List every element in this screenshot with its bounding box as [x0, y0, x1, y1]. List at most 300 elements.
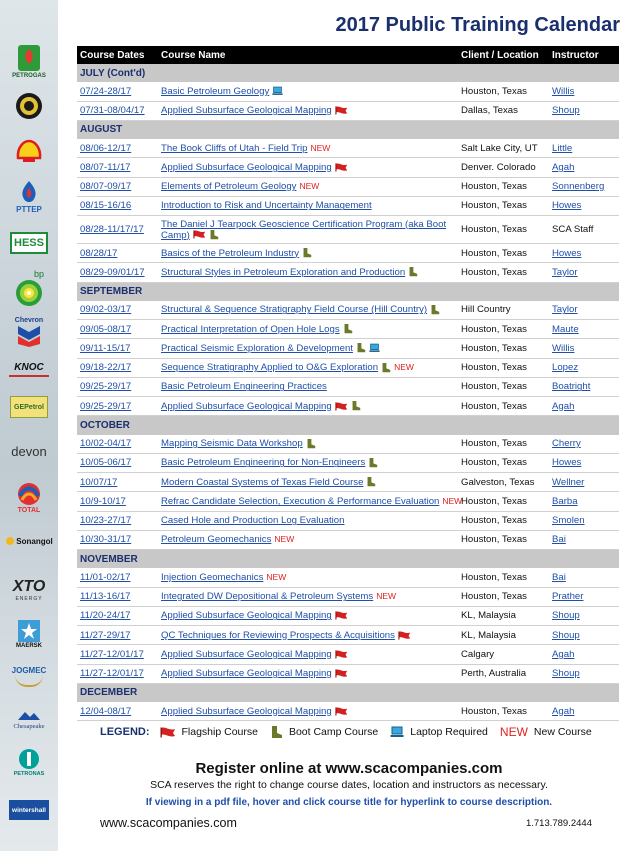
- instructor-cell: [549, 196, 619, 215]
- total-logo: TOTAL: [4, 482, 54, 514]
- column-header-location: Client / Location: [458, 46, 549, 64]
- dates-cell: [77, 587, 158, 606]
- column-header-course: Course Name: [158, 46, 458, 64]
- course-dates-link[interactable]: 11/27-12/01/17: [80, 668, 144, 680]
- location-cell: Houston, Texas: [458, 263, 549, 282]
- course-dates-link[interactable]: 11/13-16/17: [80, 591, 131, 603]
- footer-phone: 1.713.789.2444: [525, 818, 592, 829]
- month-label: JULY (Cont'd): [77, 64, 619, 82]
- chevron-logo: Chevron: [4, 316, 54, 348]
- page-title: 2017 Public Training Calendar: [335, 14, 620, 36]
- course-title-link[interactable]: Structural & Sequence Stratigraphy Field Course (Hill Country): [161, 304, 428, 316]
- course-dates-link[interactable]: 10/05-06/17: [80, 457, 132, 469]
- course-cell: [158, 568, 458, 587]
- table-row: [77, 158, 619, 177]
- course-title-link[interactable]: Practical Seismic Exploration & Development: [161, 342, 353, 354]
- dates-cell: [77, 244, 158, 263]
- month-header-row: [77, 550, 619, 569]
- instructor-link[interactable]: Taylor: [552, 266, 578, 278]
- course-title-link[interactable]: The Book Cliffs of Utah - Field Trip: [161, 142, 308, 154]
- month-header-row: [77, 683, 619, 702]
- instructor-link[interactable]: Agah: [552, 705, 575, 717]
- instructor-cell: [549, 453, 619, 472]
- maersk-logo: MAERSK: [4, 620, 54, 649]
- legend-laptop-label: Laptop Required: [410, 726, 488, 738]
- instructor-cell: [549, 492, 619, 511]
- course-cell: [158, 216, 458, 244]
- course-cell: [158, 320, 458, 339]
- month-header-row: [77, 282, 619, 301]
- course-title-link[interactable]: The Daniel J Tearpock Geoscience Certification Program (aka Boot Camp): [161, 218, 447, 241]
- instructor-cell: [549, 82, 619, 101]
- column-header-instructor: Instructor: [549, 46, 619, 64]
- table-row: [77, 216, 619, 244]
- course-title-link[interactable]: Mapping Seismic Data Workshop: [161, 438, 303, 450]
- flag-icon: [193, 230, 206, 239]
- month-header-row: [77, 120, 619, 139]
- flag-icon: [398, 631, 411, 640]
- table-row: [77, 568, 619, 587]
- location-cell: Houston, Texas: [458, 397, 549, 416]
- dates-cell: [77, 606, 158, 625]
- boot-icon: [351, 401, 361, 411]
- instructor-link[interactable]: Taylor: [552, 304, 578, 316]
- flag-icon: [335, 611, 348, 620]
- table-row: [77, 82, 619, 101]
- course-dates-link[interactable]: 09/02-03/17: [80, 304, 132, 316]
- location-cell: Hill Country: [458, 301, 549, 320]
- table-row: [77, 244, 619, 263]
- bp-logo: bp: [4, 268, 54, 307]
- table-header-row: [77, 46, 619, 64]
- course-dates-link[interactable]: 07/24-28/17: [80, 85, 132, 97]
- new-tag: NEW: [394, 362, 414, 373]
- dates-cell: [77, 216, 158, 244]
- instructor-link[interactable]: Boatright: [552, 381, 591, 393]
- instructor-link[interactable]: Shoup: [552, 610, 580, 622]
- register-online-text: Register online at www.scacompanies.com: [195, 760, 503, 777]
- hess-logo: HESS: [4, 232, 54, 254]
- seal-company-logo: [4, 92, 54, 120]
- instructor-link[interactable]: Bai: [552, 534, 566, 546]
- new-tag: NEW: [442, 495, 463, 506]
- legend-flagship: [160, 726, 258, 738]
- legend-laptop: [390, 726, 488, 738]
- dates-cell: [77, 530, 158, 549]
- location-cell: Perth, Australia: [458, 664, 549, 683]
- instructor-link[interactable]: Little: [552, 142, 573, 154]
- course-cell: [158, 397, 458, 416]
- course-title-link[interactable]: Applied Subsurface Geological Mapping: [161, 610, 332, 622]
- knoc-logo: KNOC: [4, 362, 54, 377]
- course-dates-link[interactable]: 08/29-09/01/17: [80, 266, 145, 278]
- table-row: [77, 511, 619, 530]
- location-cell: Houston, Texas: [458, 320, 549, 339]
- reserve-notice: SCA reserves the right to change course dates, location and instructors as necessary.: [150, 779, 548, 791]
- instructor-cell: SCA Staff: [549, 216, 619, 244]
- table-row: [77, 645, 619, 664]
- instructor-cell: [549, 606, 619, 625]
- course-cell: [158, 339, 458, 358]
- location-cell: Houston, Texas: [458, 511, 549, 530]
- location-cell: Houston, Texas: [458, 216, 549, 244]
- dates-cell: [77, 339, 158, 358]
- column-header-dates: Course Dates: [77, 46, 158, 64]
- location-cell: Houston, Texas: [458, 435, 549, 454]
- gepetrol-logo: GEPetrol: [4, 396, 54, 418]
- instructor-link[interactable]: Bai: [552, 571, 566, 583]
- course-title-link[interactable]: Applied Subsurface Geological Mapping: [161, 705, 332, 717]
- laptop-icon: [369, 343, 380, 353]
- instructor-cell: [549, 530, 619, 549]
- dates-cell: [77, 301, 158, 320]
- instructor-link[interactable]: Agah: [552, 648, 575, 660]
- course-dates-link[interactable]: 12/04-08/17: [80, 705, 132, 717]
- course-title-link[interactable]: Applied Subsurface Geological Mapping: [161, 105, 332, 117]
- dates-cell: [77, 453, 158, 472]
- location-cell: KL, Malaysia: [458, 606, 549, 625]
- course-dates-link[interactable]: 08/28-11/17/17: [80, 224, 144, 235]
- location-cell: Houston, Texas: [458, 530, 549, 549]
- instructor-link[interactable]: Howes: [552, 457, 582, 469]
- instructor-cell: [549, 101, 619, 120]
- location-cell: Houston, Texas: [458, 568, 549, 587]
- flag-icon: [335, 402, 348, 411]
- course-title-link[interactable]: Basic Petroleum Geology: [161, 85, 270, 97]
- month-header-row: [77, 64, 619, 82]
- location-cell: Houston, Texas: [458, 702, 549, 721]
- flag-icon: [335, 669, 348, 678]
- course-cell: [158, 177, 458, 196]
- devon-logo: devon: [11, 444, 47, 459]
- table-row: [77, 626, 619, 645]
- boot-icon: [368, 458, 378, 468]
- instructor-link[interactable]: Maute: [552, 323, 579, 335]
- petronas-logo: PETRONAS: [4, 748, 54, 777]
- location-cell: Houston, Texas: [458, 244, 549, 263]
- course-title-link[interactable]: Sequence Stratigraphy Applied to O&G Exploration: [161, 362, 379, 374]
- course-title-link[interactable]: Basic Petroleum Engineering Practices: [161, 381, 327, 393]
- course-dates-link[interactable]: 09/25-29/17: [80, 381, 132, 393]
- course-cell: [158, 511, 458, 530]
- course-title-link[interactable]: Petroleum Geomechanics: [161, 534, 272, 546]
- instructor-cell: [549, 626, 619, 645]
- instructor-link[interactable]: Willis: [552, 342, 575, 354]
- flag-icon: [160, 727, 176, 738]
- month-label: DECEMBER: [77, 683, 619, 702]
- flag-icon: [335, 707, 348, 716]
- course-dates-link[interactable]: 11/01-02/17: [80, 571, 131, 583]
- instructor-cell: [549, 397, 619, 416]
- table-row: [77, 664, 619, 683]
- course-title-link[interactable]: Applied Subsurface Geological Mapping: [161, 161, 332, 173]
- course-cell: [158, 587, 458, 606]
- boot-icon: [366, 477, 376, 487]
- instructor-link[interactable]: Shoup: [552, 629, 580, 641]
- course-cell: [158, 358, 458, 377]
- location-cell: Calgary: [458, 645, 549, 664]
- instructor-cell: [549, 263, 619, 282]
- dates-cell: [77, 320, 158, 339]
- course-dates-link[interactable]: 07/31-08/04/17: [80, 105, 145, 117]
- table-row: [77, 339, 619, 358]
- instructor-cell: [549, 158, 619, 177]
- laptop-icon: [272, 86, 283, 96]
- course-title-link[interactable]: Basic Petroleum Engineering for Non-Engineers: [161, 457, 366, 469]
- location-cell: Galveston, Texas: [458, 473, 549, 492]
- instructor-cell: [549, 377, 619, 396]
- xto-logo: XTO ENERGY: [12, 578, 46, 602]
- flag-icon: [335, 650, 348, 659]
- course-title-link[interactable]: Applied Subsurface Geological Mapping: [161, 668, 332, 680]
- location-cell: KL, Malaysia: [458, 626, 549, 645]
- new-tag: NEW: [376, 591, 397, 602]
- instructor-cell: [549, 244, 619, 263]
- course-dates-link[interactable]: 08/07-09/17: [80, 181, 132, 193]
- location-cell: Houston, Texas: [458, 177, 549, 196]
- course-cell: [158, 473, 458, 492]
- shell-logo: [4, 138, 54, 164]
- boot-icon: [381, 363, 391, 373]
- instructor-link[interactable]: Agah: [552, 161, 575, 173]
- course-dates-link[interactable]: 08/15-16/16: [80, 200, 132, 212]
- instructor-cell: [549, 339, 619, 358]
- course-title-link[interactable]: Applied Subsurface Geological Mapping: [161, 648, 332, 660]
- instructor-cell: [549, 664, 619, 683]
- table-row: [77, 320, 619, 339]
- instructor-cell: [549, 301, 619, 320]
- course-cell: [158, 101, 458, 120]
- table-row: [77, 702, 619, 721]
- legend-new-label: New Course: [533, 726, 592, 738]
- boot-icon: [343, 324, 353, 334]
- instructor-link[interactable]: Willis: [552, 85, 575, 97]
- legend-new: [500, 725, 592, 739]
- table-row: [77, 587, 619, 606]
- course-dates-link[interactable]: 10/30-31/17: [80, 534, 132, 546]
- course-title-link[interactable]: Refrac Candidate Selection, Execution & Performance Evaluation: [161, 495, 440, 507]
- instructor-cell: [549, 587, 619, 606]
- footer-url[interactable]: www.scacompanies.com: [100, 816, 237, 830]
- dates-cell: [77, 511, 158, 530]
- course-cell: [158, 196, 458, 215]
- dates-cell: [77, 358, 158, 377]
- dates-cell: [77, 177, 158, 196]
- chesapeake-logo: Chesapeake: [4, 708, 54, 730]
- laptop-icon: [390, 726, 404, 738]
- boot-icon: [430, 305, 440, 315]
- course-dates-link[interactable]: 10/07/17: [80, 476, 118, 488]
- pttep-logo: PTTEP: [4, 180, 54, 214]
- instructor-link[interactable]: Barba: [552, 495, 578, 507]
- course-dates-link[interactable]: 11/27-12/01/17: [80, 648, 144, 660]
- boot-icon: [356, 343, 366, 353]
- dates-cell: [77, 435, 158, 454]
- table-row: [77, 473, 619, 492]
- course-title-link[interactable]: Integrated DW Depositional & Petroleum Systems: [161, 591, 374, 603]
- month-header-row: [77, 416, 619, 435]
- boot-icon: [408, 267, 418, 277]
- dates-cell: [77, 263, 158, 282]
- dates-cell: [77, 702, 158, 721]
- new-tag: NEW: [299, 181, 320, 192]
- instructor-cell: [549, 435, 619, 454]
- dates-cell: [77, 645, 158, 664]
- legend-bootcamp-label: Boot Camp Course: [288, 726, 379, 738]
- instructor-cell: [549, 358, 619, 377]
- course-title-link[interactable]: Cased Hole and Production Log Evaluation: [161, 515, 345, 527]
- course-cell: [158, 435, 458, 454]
- month-label: SEPTEMBER: [77, 282, 619, 301]
- course-cell: [158, 377, 458, 396]
- instructor-link[interactable]: Cherry: [552, 438, 581, 450]
- instructor-link[interactable]: Prather: [552, 591, 584, 603]
- course-dates-link[interactable]: 09/05-08/17: [80, 323, 132, 335]
- course-title-link[interactable]: Elements of Petroleum Geology: [161, 181, 297, 193]
- course-dates-link[interactable]: 09/11-15/17: [80, 342, 131, 354]
- dates-cell: [77, 82, 158, 101]
- table-row: [77, 139, 619, 158]
- course-title-link[interactable]: Injection Geomechanics: [161, 571, 264, 583]
- course-cell: [158, 492, 463, 511]
- dates-cell: [77, 664, 158, 683]
- course-title-link[interactable]: Structural Styles in Petroleum Exploration and Production: [161, 266, 406, 278]
- legend: [100, 724, 604, 740]
- dates-cell: [77, 626, 158, 645]
- instructor-link[interactable]: Wellner: [552, 476, 585, 488]
- location-cell: Houston, Texas: [458, 358, 549, 377]
- dates-cell: [77, 568, 158, 587]
- instructor-link[interactable]: Howes: [552, 200, 582, 212]
- table-row: [77, 301, 619, 320]
- course-dates-link[interactable]: 11/27-29/17: [80, 629, 131, 641]
- location-cell: Houston, Texas: [458, 339, 549, 358]
- boot-icon: [302, 248, 312, 258]
- instructor-link[interactable]: Shoup: [552, 105, 580, 117]
- month-label: NOVEMBER: [77, 550, 619, 569]
- new-tag: NEW: [310, 142, 331, 153]
- table-row: [77, 263, 619, 282]
- course-title-link[interactable]: Applied Subsurface Geological Mapping: [161, 400, 332, 412]
- table-row: [77, 453, 619, 472]
- course-cell: [158, 158, 458, 177]
- dates-cell: [77, 158, 158, 177]
- new-tag: NEW: [274, 534, 295, 545]
- location-cell: Houston, Texas: [458, 377, 549, 396]
- instructor-link[interactable]: Howes: [552, 247, 582, 259]
- table-row: [77, 397, 619, 416]
- instructor-link[interactable]: Shoup: [552, 668, 580, 680]
- location-cell: Houston, Texas: [458, 453, 549, 472]
- course-cell: [158, 301, 458, 320]
- legend-flagship-label: Flagship Course: [181, 726, 258, 738]
- new-tag: NEW: [499, 725, 528, 739]
- instructor-link[interactable]: Sonnenberg: [552, 181, 605, 193]
- course-dates-link[interactable]: 08/06-12/17: [80, 142, 132, 154]
- location-cell: Houston, Texas: [458, 492, 549, 511]
- course-dates-link[interactable]: 08/07-11/17: [80, 161, 131, 173]
- jogmec-logo: JOGMEC: [4, 666, 54, 687]
- course-cell: [158, 82, 458, 101]
- flag-icon: [335, 106, 348, 115]
- dates-cell: [77, 101, 158, 120]
- course-dates-link[interactable]: 10/02-04/17: [80, 438, 132, 450]
- table-row: [77, 492, 619, 511]
- wintershall-logo: wintershall: [4, 800, 54, 820]
- instructor-cell: [549, 320, 619, 339]
- course-dates-link[interactable]: 10/23-27/17: [80, 515, 132, 527]
- location-cell: Houston, Texas: [458, 82, 549, 101]
- petrogas-logo: PETROGAS: [4, 44, 54, 79]
- course-dates-link[interactable]: 08/28/17: [80, 247, 118, 259]
- sponsor-sidebar: [0, 0, 58, 851]
- course-title-link[interactable]: Practical Interpretation of Open Hole Logs: [161, 323, 340, 335]
- dates-cell: [77, 139, 158, 158]
- course-dates-link[interactable]: 09/25-29/17: [80, 400, 132, 412]
- flag-icon: [335, 163, 348, 172]
- dates-cell: [77, 377, 158, 396]
- dates-cell: [77, 473, 158, 492]
- course-cell: [158, 645, 458, 664]
- table-row: [77, 606, 619, 625]
- course-title-link[interactable]: Basics of the Petroleum Industry: [161, 247, 300, 259]
- legend-bootcamp: [270, 726, 378, 739]
- location-cell: Salt Lake City, UT: [458, 139, 549, 158]
- instructor-cell: [549, 702, 619, 721]
- table-row: [77, 101, 619, 120]
- course-cell: [158, 530, 458, 549]
- course-dates-link[interactable]: 11/20-24/17: [80, 610, 131, 622]
- course-title-link[interactable]: QC Techniques for Reviewing Prospects & Acquisitions: [161, 629, 395, 641]
- instructor-cell: [549, 473, 619, 492]
- training-calendar-table: [77, 46, 619, 721]
- instructor-link[interactable]: Agah: [552, 400, 575, 412]
- course-cell: [158, 626, 458, 645]
- dates-cell: [77, 492, 158, 511]
- calendar-body: [77, 64, 619, 721]
- table-row: [77, 196, 619, 215]
- legend-title: LEGEND:: [100, 726, 150, 738]
- course-dates-link[interactable]: 10/9-10/17: [80, 495, 126, 507]
- new-tag: NEW: [266, 571, 287, 582]
- course-title-link[interactable]: Modern Coastal Systems of Texas Field Course: [161, 476, 364, 488]
- table-row: [77, 377, 619, 396]
- course-cell: [158, 244, 458, 263]
- sonangol-logo: Sonangol: [4, 536, 54, 546]
- location-cell: Houston, Texas: [458, 196, 549, 215]
- instructor-link[interactable]: Smolen: [552, 515, 585, 527]
- instructor-link[interactable]: Lopez: [552, 362, 579, 374]
- month-label: OCTOBER: [77, 416, 619, 435]
- table-row: [77, 358, 619, 377]
- course-cell: [158, 263, 458, 282]
- location-cell: Denver. Colorado: [458, 158, 549, 177]
- table-row: [77, 530, 619, 549]
- instructor-cell: [549, 568, 619, 587]
- dates-cell: [77, 196, 158, 215]
- table-row: [77, 177, 619, 196]
- instructor-cell: [549, 139, 619, 158]
- table-row: [77, 435, 619, 454]
- instructor-cell: [549, 645, 619, 664]
- course-title-link[interactable]: Introduction to Risk and Uncertainty Management: [161, 200, 372, 212]
- course-dates-link[interactable]: 09/18-22/17: [80, 362, 132, 374]
- dates-cell: [77, 397, 158, 416]
- location-cell: Dallas, Texas: [458, 101, 549, 120]
- course-cell: [158, 702, 458, 721]
- instructor-cell: [549, 177, 619, 196]
- boot-icon: [270, 726, 283, 739]
